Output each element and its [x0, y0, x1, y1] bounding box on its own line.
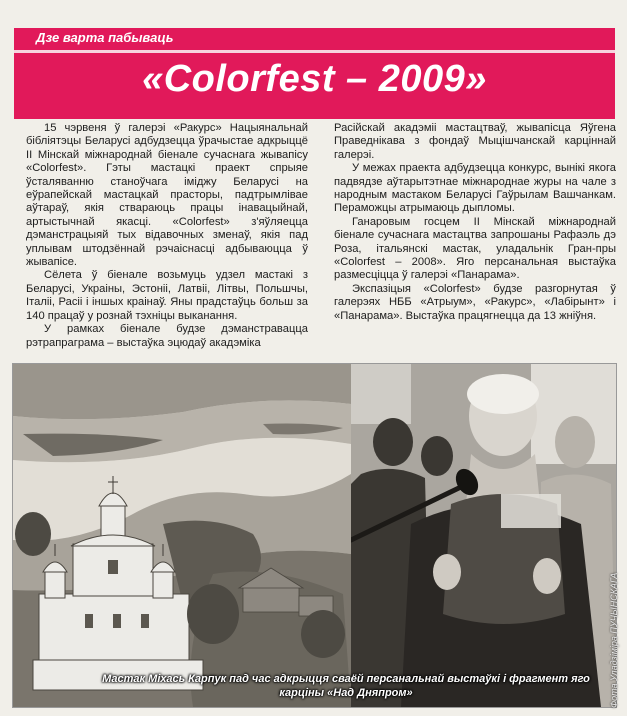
article-title: «Colorfest – 2009» — [142, 58, 487, 100]
paragraph: 15 чэрвеня ў галерэі «Ракурс» Нацыянальнай бібліятэцы Беларусі адбудзецца ўрачыстае адкрыццё ІІ Мінскай міжнароднай біенале сучаснага жывапісу «Colorfest». Гэты мастацкі праект спрыяе ўсталяванню станоўчага іміджу Беларусі на еўрапейскай мастацкай прасторы, падтрымлівае аўтараў, якія ствараюць працы інавацыйнай, артыстычнай якасці. «Colorfest» з'яўляецца дэманстрацыяй тых відавочных зменаў, якія пад уплывам штодзённай рэчаіснасці адбываюцца ў жывапісе. — [26, 122, 308, 269]
photo-credit: Фота Уладзіміра ПУЧЫНСКАГА — [609, 572, 619, 708]
rubric-label: Дзе варта пабываць — [36, 30, 174, 45]
paragraph: Ганаровым госцем ІІ Мінскай міжнароднай біенале сучаснага мастацтва запрошаны Рафаэль дэ Роза, італьянскі мастак, уладальнік Гран-пры «Colorfest – 2008». Яго персанальная выстаўка размесціцца ў галерэі «Панарама». — [334, 215, 616, 282]
artist-photo — [351, 364, 616, 707]
photo-caption: Мастак Міхась Карпук пад час адкрыцця сваёй персанальнай выстаўкі і фрагмент яго карціны «Над Дняпром» — [102, 673, 590, 699]
painting-fragment — [13, 364, 351, 707]
article-column-right — [334, 122, 616, 323]
rubric-divider — [14, 50, 615, 53]
article-column-left — [26, 122, 308, 350]
article-body — [26, 122, 616, 358]
paragraph: У межах праекта адбудзецца конкурс, вынікі якога падвядзе аўтарытэтнае міжнароднае журы на чале з народным мастаком Беларусі Гаўрылам Вашчанкам. Пераможцы атрымаюць дыпломы. — [334, 162, 616, 215]
paragraph: Экспазіцыя «Colorfest» будзе разгорнутая ў галерэях НББ «Атрыум», «Ракурс», «Лабірынт» і «Панарама». Выстаўка працягнецца да 13 жніўня. — [334, 282, 616, 322]
header-banner — [14, 28, 615, 119]
paragraph: Сёлета ў біенале возьмуць удзел мастакі з Беларусі, Украіны, Эстоніі, Латвіі, Літвы, Польшчы, Італіі, Расіі і іншых краінаў. Яны прадстаўць больш за 140 працаў у рознай тэхніцы выканання. — [26, 269, 308, 322]
paragraph: Расійскай акадэміі мастацтваў, жывапісца Яўгена Праведнікава з фондаў Мыцішчанскай карціннай галерэі. — [334, 122, 616, 161]
article-photo — [12, 363, 617, 708]
paragraph: У рамках біенале будзе дэманстравацца рэтрапраграма – выстаўка эцюдаў акадэміка — [26, 323, 308, 349]
